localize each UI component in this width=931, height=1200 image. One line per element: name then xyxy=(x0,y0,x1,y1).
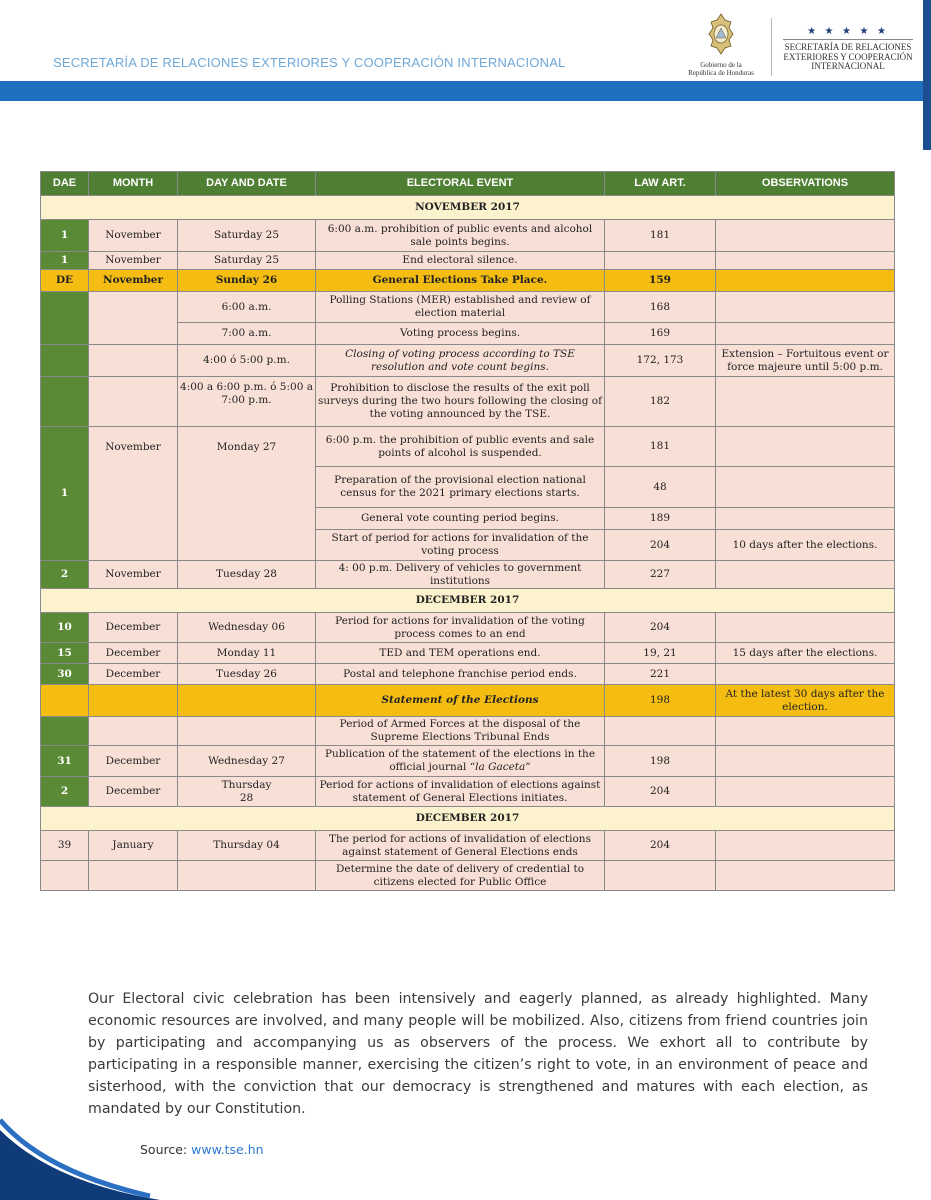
table-row xyxy=(41,717,895,746)
cell-obs xyxy=(716,323,895,345)
table-row xyxy=(41,292,895,323)
cell-obs xyxy=(716,220,895,252)
cell-dae: 1 xyxy=(41,220,89,252)
cell-law xyxy=(605,252,716,270)
cell-day: 6:00 a.m. xyxy=(178,292,316,323)
cell-month: December xyxy=(89,777,178,807)
sre-logo xyxy=(778,26,918,72)
col-header-day: DAY AND DATE xyxy=(178,172,316,196)
cell-day xyxy=(178,861,316,891)
cell-obs xyxy=(716,377,895,427)
table-row xyxy=(41,664,895,685)
cell-day: Monday 11 xyxy=(178,643,316,664)
cell-dae xyxy=(41,377,89,427)
cell-day xyxy=(178,717,316,746)
cell-month xyxy=(89,345,178,377)
cell-event: 4: 00 p.m. Delivery of vehicles to government institutions xyxy=(316,561,605,589)
cell-month: December xyxy=(89,746,178,777)
table-row xyxy=(41,613,895,643)
table-row xyxy=(41,861,895,891)
cell-event: General Elections Take Place. xyxy=(316,270,605,292)
cell-month: November xyxy=(89,252,178,270)
cell-obs: 15 days after the elections. xyxy=(716,643,895,664)
cell-law: 227 xyxy=(605,561,716,589)
table-row-highlight xyxy=(41,685,895,717)
cell-event: Preparation of the provisional election national census for the 2021 primary elections starts. xyxy=(316,467,605,508)
cell-obs: At the latest 30 days after the election. xyxy=(716,685,895,717)
sre-logo-line3: INTERNACIONAL xyxy=(811,61,885,71)
cell-day: Saturday 25 xyxy=(178,220,316,252)
cell-event: Voting process begins. xyxy=(316,323,605,345)
cell-obs xyxy=(716,664,895,685)
sre-logo-line2: EXTERIORES Y COOPERACIÓN xyxy=(783,51,913,62)
event-text-end: ” xyxy=(525,761,531,773)
cell-month: November xyxy=(89,561,178,589)
cell-obs xyxy=(716,861,895,891)
gov-logo-line2: República de Honduras xyxy=(688,69,754,77)
cell-obs xyxy=(716,508,895,530)
cell-event: Determine the date of delivery of credential to citizens elected for Public Office xyxy=(316,861,605,891)
cell-dae: 31 xyxy=(41,746,89,777)
section-label: NOVEMBER 2017 xyxy=(41,196,895,220)
table-row xyxy=(41,643,895,664)
cell-dae: 1 xyxy=(41,252,89,270)
cell-dae xyxy=(41,685,89,717)
cell-obs xyxy=(716,467,895,508)
table-row xyxy=(41,561,895,589)
cell-obs xyxy=(716,831,895,861)
cell-event: TED and TEM operations end. xyxy=(316,643,605,664)
cell-obs xyxy=(716,561,895,589)
stars-icon: ★ ★ ★ ★ ★ xyxy=(807,26,889,37)
cell-month xyxy=(89,292,178,345)
cell-event: General vote counting period begins. xyxy=(316,508,605,530)
cell-month: November xyxy=(89,427,178,561)
cell-law: 159 xyxy=(605,270,716,292)
journal-name: la Gaceta xyxy=(475,761,526,773)
cell-month xyxy=(89,685,178,717)
cell-law: 172, 173 xyxy=(605,345,716,377)
cell-dae: 30 xyxy=(41,664,89,685)
cell-event: Closing of voting process according to TSE resolution and vote count begins. xyxy=(316,345,605,377)
cell-obs xyxy=(716,717,895,746)
cell-day: Wednesday 27 xyxy=(178,746,316,777)
cell-day: Saturday 25 xyxy=(178,252,316,270)
cell-month: November xyxy=(89,220,178,252)
source-label: Source: xyxy=(140,1142,192,1157)
cell-dae xyxy=(41,292,89,345)
event-text: Publication of the statement of the elections in the official journal “ xyxy=(324,748,596,773)
government-logo xyxy=(676,12,766,82)
cell-law: 181 xyxy=(605,220,716,252)
cell-dae: 10 xyxy=(41,613,89,643)
cell-event: Statement of the Elections xyxy=(316,685,605,717)
cell-event: Prohibition to disclose the results of the exit poll surveys during the two hours following the closing of the voting announced by the TSE. xyxy=(316,377,605,427)
cell-dae: 39 xyxy=(41,831,89,861)
cell-day: Tuesday 28 xyxy=(178,561,316,589)
col-header-dae: DAE xyxy=(41,172,89,196)
cell-month xyxy=(89,377,178,427)
cell-day: Monday 27 xyxy=(178,427,316,561)
cell-month: December xyxy=(89,613,178,643)
cell-law: 182 xyxy=(605,377,716,427)
cell-law: 204 xyxy=(605,613,716,643)
cell-dae: 1 xyxy=(41,427,89,561)
cell-event: Period of Armed Forces at the disposal of the Supreme Elections Tribunal Ends xyxy=(316,717,605,746)
cell-obs: 10 days after the elections. xyxy=(716,530,895,561)
cell-law: 204 xyxy=(605,777,716,807)
cell-month xyxy=(89,717,178,746)
cell-dae xyxy=(41,345,89,377)
source-line xyxy=(140,1142,264,1157)
cell-law: 48 xyxy=(605,467,716,508)
cell-law: 181 xyxy=(605,427,716,467)
cell-month: December xyxy=(89,664,178,685)
cell-month xyxy=(89,861,178,891)
cell-law: 189 xyxy=(605,508,716,530)
cell-law: 198 xyxy=(605,746,716,777)
table-row xyxy=(41,427,895,467)
coat-of-arms-icon xyxy=(705,12,737,56)
cell-dae: 2 xyxy=(41,561,89,589)
cell-dae: 15 xyxy=(41,643,89,664)
cell-event: Period for actions of invalidation of elections against statement of General Elections initiates. xyxy=(316,777,605,807)
cell-obs xyxy=(716,777,895,807)
cell-day: 7:00 a.m. xyxy=(178,323,316,345)
table-row xyxy=(41,377,895,427)
col-header-month: MONTH xyxy=(89,172,178,196)
cell-obs xyxy=(716,292,895,323)
cell-event: 6:00 p.m. the prohibition of public events and sale points of alcohol is suspended. xyxy=(316,427,605,467)
logo-divider xyxy=(771,18,772,76)
section-row xyxy=(41,196,895,220)
table-row xyxy=(41,345,895,377)
table-row xyxy=(41,746,895,777)
cell-day: Sunday 26 xyxy=(178,270,316,292)
gov-logo-line1: Gobierno de la xyxy=(700,61,742,69)
cell-dae xyxy=(41,717,89,746)
cell-day: Tuesday 26 xyxy=(178,664,316,685)
cell-event: 6:00 a.m. prohibition of public events and alcohol sale points begins. xyxy=(316,220,605,252)
day-line2: 28 xyxy=(239,791,254,804)
source-link[interactable]: www.tse.hn xyxy=(191,1142,264,1157)
col-header-event: ELECTORAL EVENT xyxy=(316,172,605,196)
cell-obs xyxy=(716,613,895,643)
cell-obs xyxy=(716,427,895,467)
cell-event: Period for actions for invalidation of the voting process comes to an end xyxy=(316,613,605,643)
cell-law xyxy=(605,861,716,891)
cell-dae xyxy=(41,861,89,891)
logo-rule xyxy=(783,39,913,40)
cell-dae: 2 xyxy=(41,777,89,807)
cell-day: Wednesday 06 xyxy=(178,613,316,643)
cell-month: November xyxy=(89,270,178,292)
corner-swoosh-decoration xyxy=(0,1110,160,1200)
cell-obs xyxy=(716,746,895,777)
cell-law: 204 xyxy=(605,831,716,861)
cell-law: 19, 21 xyxy=(605,643,716,664)
cell-obs xyxy=(716,270,895,292)
header-title: SECRETARÍA DE RELACIONES EXTERIORES Y COOPERACIÓN INTERNACIONAL xyxy=(53,55,566,70)
cell-law: 221 xyxy=(605,664,716,685)
table-row xyxy=(41,831,895,861)
sre-logo-line1: SECRETARÍA DE RELACIONES xyxy=(784,42,912,52)
electoral-calendar-table xyxy=(40,171,895,891)
table-header-row xyxy=(41,172,895,196)
section-row xyxy=(41,589,895,613)
cell-event: The period for actions of invalidation of elections against statement of General Elections ends xyxy=(316,831,605,861)
closing-paragraph: Our Electoral civic celebration has been intensively and eagerly planned, as already highlighted. Many economic resources are involved, and many people will be mobilized. Also, citizens from friend countries join by participating and accompanying us as observers of the process. We exhort all to contribute by participating in a responsible manner, exercising the citizen’s right to vote, in an environment of peace and sisterhood, with the conviction that our democracy is strengthened and matures with each election, as mandated by our Constitution. xyxy=(88,991,868,1117)
cell-law: 198 xyxy=(605,685,716,717)
cell-month: January xyxy=(89,831,178,861)
table-row xyxy=(41,252,895,270)
cell-law: 169 xyxy=(605,323,716,345)
table-row xyxy=(41,777,895,807)
cell-law: 168 xyxy=(605,292,716,323)
col-header-observations: OBSERVATIONS xyxy=(716,172,895,196)
cell-day: 4:00 ó 5:00 p.m. xyxy=(178,345,316,377)
cell-day: Thursday 04 xyxy=(178,831,316,861)
cell-dae: DE xyxy=(41,270,89,292)
cell-event: Start of period for actions for invalidation of the voting process xyxy=(316,530,605,561)
cell-day: 4:00 a 6:00 p.m. ó 5:00 a 7:00 p.m. xyxy=(178,377,316,427)
cell-event: End electoral silence. xyxy=(316,252,605,270)
section-label: DECEMBER 2017 xyxy=(41,807,895,831)
cell-day xyxy=(178,777,316,807)
table-row xyxy=(41,220,895,252)
header-bar xyxy=(0,81,931,101)
table-row-highlight xyxy=(41,270,895,292)
cell-obs: Extension – Fortuitous event or force majeure until 5:00 p.m. xyxy=(716,345,895,377)
cell-obs xyxy=(716,252,895,270)
cell-event: Postal and telephone franchise period ends. xyxy=(316,664,605,685)
section-label: DECEMBER 2017 xyxy=(41,589,895,613)
cell-event: Polling Stations (MER) established and review of election material xyxy=(316,292,605,323)
col-header-law: LAW ART. xyxy=(605,172,716,196)
cell-event xyxy=(316,746,605,777)
cell-law: 204 xyxy=(605,530,716,561)
section-row xyxy=(41,807,895,831)
cell-month: December xyxy=(89,643,178,664)
cell-day xyxy=(178,685,316,717)
cell-law xyxy=(605,717,716,746)
day-line1: Thursday xyxy=(221,778,272,791)
